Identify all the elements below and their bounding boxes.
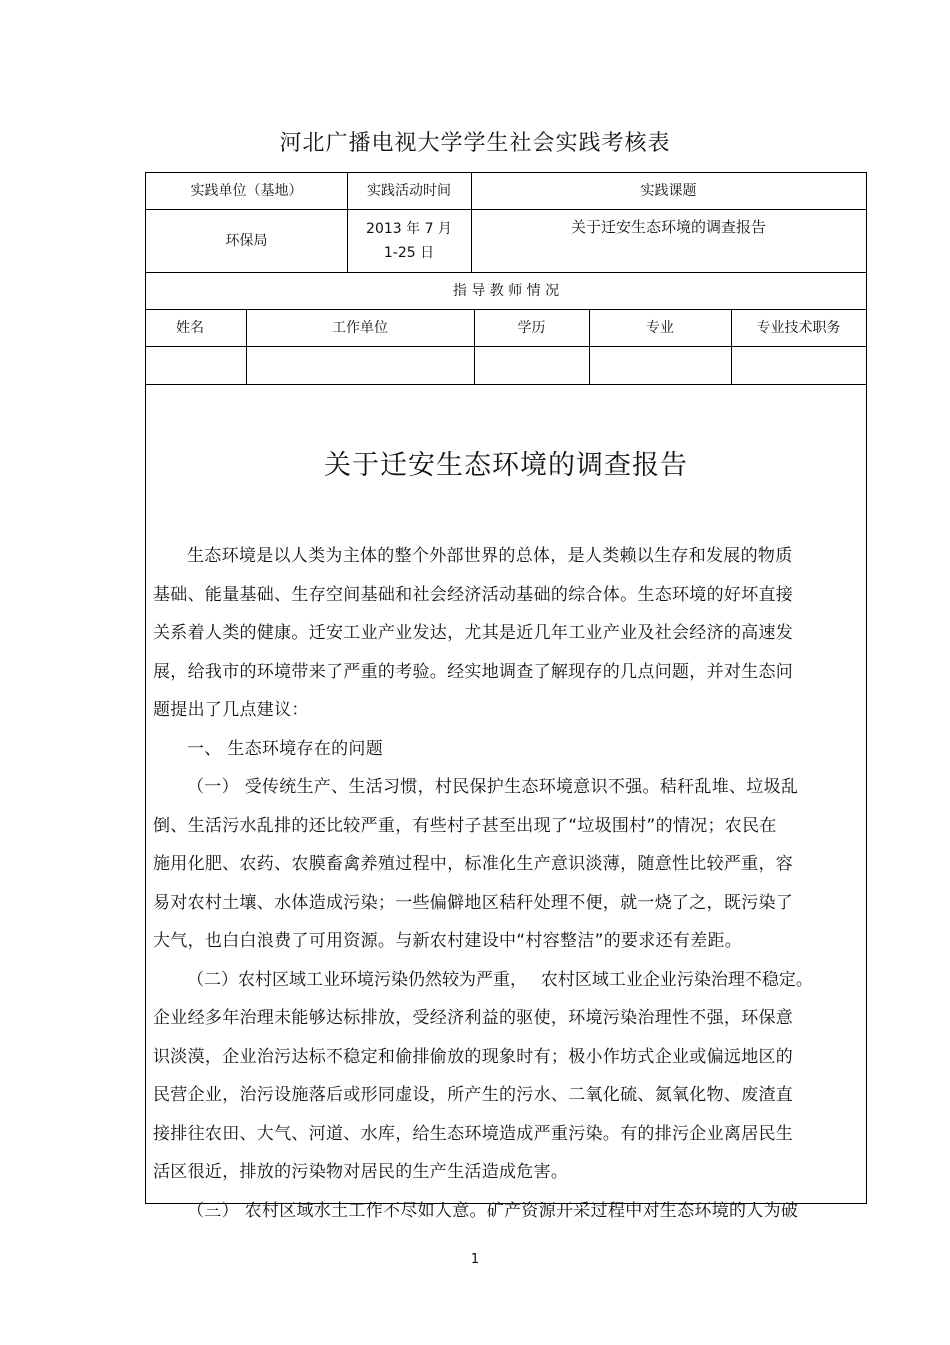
teacher-name-field <box>146 346 246 384</box>
header-practice-unit: 实践单位（基地） <box>190 183 303 199</box>
page-number: 1 <box>470 1252 480 1267</box>
activity-time-line2: 1-25 日 <box>383 244 435 261</box>
teacher-major-field <box>589 346 731 384</box>
teacher-title-field <box>731 346 866 384</box>
report-line: 民营企业，治污设施落后或形同虚设，所产生的污水、二氧化硫、氮氧化物、废渣直 <box>153 1085 794 1105</box>
report-line: 易对农村土壤、水体造成污染；一些偏僻地区秸秆处理不便，就一烧了之，既污染了 <box>153 892 794 913</box>
form-title: 河北广播电视大学学生社会实践考核表 <box>279 131 671 156</box>
report-line: 展，给我市的环境带来了严重的考验。经实地调查了解现存的几点问题，并对生态问 <box>153 661 794 682</box>
report-line: （三） 农村区域水土工作不尽如人意。矿产资源开采过程中对生态环境的人为破 <box>187 1200 799 1221</box>
value-practice-unit: 环保局 <box>225 232 268 249</box>
report-line: 企业经多年治理未能够达标排放，受经济利益的驱使，环境污染治理性不强，环保意 <box>153 1008 794 1028</box>
value-activity-time <box>347 209 471 272</box>
teacher-education-field <box>474 346 589 384</box>
report-line: 大气，也白白浪费了可用资源。与新农村建设中“村容整洁”的要求还有差距。 <box>153 931 743 951</box>
report-line: 关系着人类的健康。迁安工业产业发达，尤其是近几年工业产业及社会经济的高速发 <box>153 623 794 643</box>
value-practice-topic: 关于迁安生态环境的调查报告 <box>570 218 766 236</box>
header-teacher-title: 专业技术职务 <box>756 319 841 336</box>
header-teacher-education: 学历 <box>517 319 546 336</box>
activity-time-line1: 2013 年 7 月 <box>366 220 452 237</box>
teacher-work-unit-field <box>246 346 474 384</box>
report-line: 倒、生活污水乱排的还比较严重，有些村子甚至出现了“垃圾围村”的情况；农民在 <box>153 815 777 836</box>
report-line: 识淡漠，企业治污达标不稳定和偷排偷放的现象时有；极小作坊式企业或偏远地区的 <box>153 1046 794 1067</box>
report-line: 基础、能量基础、生存空间基础和社会经济活动基础的综合体。生态环境的好坏直接 <box>153 584 794 605</box>
assessment-table <box>145 172 867 1221</box>
report-line: 活区很近，排放的污染物对居民的生产生活造成危害。 <box>153 1162 569 1182</box>
header-activity-time: 实践活动时间 <box>367 183 451 199</box>
report-line: 生态环境是以人类为主体的整个外部世界的总体，是人类赖以生存和发展的物质 <box>187 546 793 566</box>
guidance-teacher-section: 指 导 教 师 情 况 <box>452 282 560 299</box>
header-practice-topic: 实践课题 <box>640 183 697 199</box>
report-line: 题提出了几点建议： <box>153 700 309 720</box>
section-heading: 一、 生态环境存在的问题 <box>187 738 384 759</box>
report-line: （一） 受传统生产、生活习惯，村民保护生态环境意识不强。秸秆乱堆、垃圾乱 <box>187 777 799 797</box>
report-line: 接排往农田、大气、河道、水库，给生态环境造成严重污染。有的排污企业离居民生 <box>153 1123 794 1144</box>
report-line: （二）农村区域工业环境污染仍然较为严重， 农村区域工业企业污染治理不稳定。 <box>187 969 813 990</box>
report-body <box>153 537 863 1230</box>
report-title: 关于迁安生态环境的调查报告 <box>324 450 688 481</box>
header-teacher-major: 专业 <box>646 319 674 336</box>
header-teacher-work-unit: 工作单位 <box>332 319 388 336</box>
header-teacher-name: 姓名 <box>176 319 204 336</box>
report-line: 施用化肥、农药、农膜畜禽养殖过程中，标准化生产意识淡薄，随意性比较严重，容 <box>153 854 794 874</box>
